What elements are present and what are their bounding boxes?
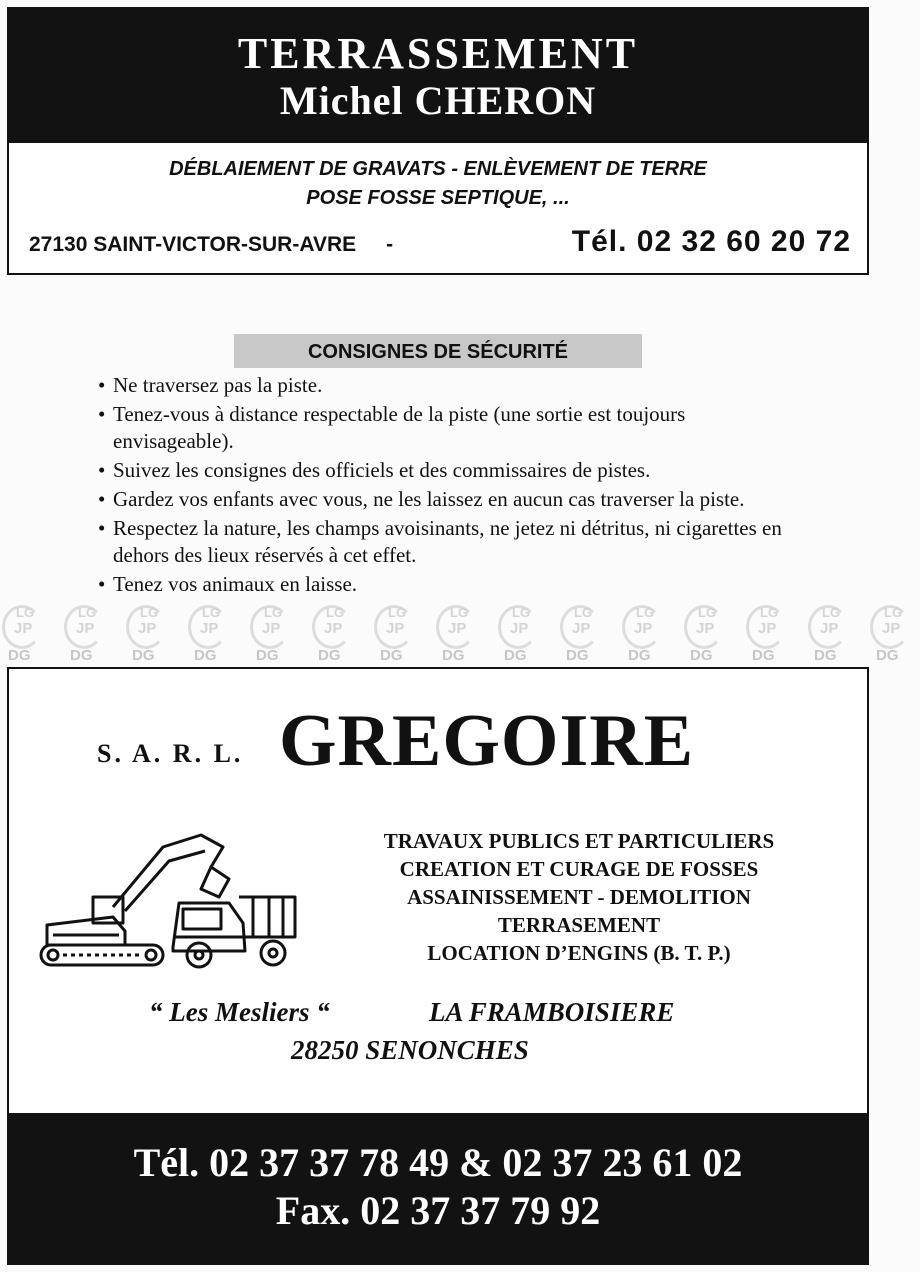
watermark-logo-dg: DG [504, 647, 527, 664]
watermark-logo-jp: JP [76, 620, 95, 637]
gregoire-services [329, 827, 829, 967]
watermark-logo-jp: JP [882, 620, 901, 637]
watermark-logo-jp: JP [448, 620, 467, 637]
watermark-logo [490, 603, 548, 665]
gregoire-legal-form: S. A. R. L. [97, 739, 244, 768]
safety-item: • Tenez-vous à distance respectable de la piste (une sortie est toujours envisageable). [96, 401, 786, 455]
watermark-logo [676, 603, 734, 665]
terrassement-separator: - [386, 233, 394, 256]
watermark-logo-lg: LG [202, 605, 221, 620]
watermark-logo-jp: JP [262, 620, 281, 637]
watermark-logo [738, 603, 796, 665]
watermark-logo-jp: JP [820, 620, 839, 637]
gregoire-brand: GREGOIRE [279, 700, 695, 782]
terrassement-phone: Tél. 02 32 60 20 72 [571, 225, 851, 258]
terrassement-contact-row [29, 225, 851, 259]
watermark-logo-lg: LG [326, 605, 345, 620]
gregoire-fax: Fax. 02 37 37 79 92 [275, 1188, 601, 1233]
terrassement-services-line1: DÉBLAIEMENT DE GRAVATS - ENLÈVEMENT DE TERRE [169, 158, 707, 180]
terrassement-address: 27130 SAINT-VICTOR-SUR-AVRE [29, 233, 357, 256]
watermark-logo-dg: DG [256, 647, 279, 664]
excavator-truck-illustration [33, 827, 303, 977]
watermark-logo-dg: DG [318, 647, 341, 664]
watermark-logo-dg: DG [70, 647, 93, 664]
watermark-logo-lg: LG [264, 605, 283, 620]
watermark-logo-dg: DG [814, 647, 837, 664]
gregoire-ad [7, 667, 869, 1265]
watermark-logo [180, 603, 238, 665]
gregoire-service: TERRASEMENT [497, 913, 661, 937]
watermark-logo-jp: JP [634, 620, 653, 637]
watermark-logo [118, 603, 176, 665]
gregoire-farm: LA FRAMBOISIERE [429, 997, 675, 1027]
watermark-logo-lg: LG [884, 605, 903, 620]
safety-item: • Ne traversez pas la piste. [96, 372, 786, 399]
watermark-logo-dg: DG [132, 647, 155, 664]
watermark-logo-lg: LG [574, 605, 593, 620]
watermark-logo-jp: JP [386, 620, 405, 637]
watermark-logo-lg: LG [78, 605, 97, 620]
gregoire-contact-banner [9, 1113, 867, 1263]
terrassement-banner [9, 9, 867, 143]
watermark-logo-dg: DG [752, 647, 775, 664]
watermark-logo [366, 603, 424, 665]
watermark-logo-lg: LG [512, 605, 531, 620]
watermark-logo-lg: LG [698, 605, 717, 620]
watermark-logo-jp: JP [14, 620, 33, 637]
watermark-logo-lg: LG [760, 605, 779, 620]
watermark-logo-dg: DG [442, 647, 465, 664]
watermark-logo-lg: LG [636, 605, 655, 620]
safety-item: • Suivez les consignes des officiels et des commissaires de pistes. [96, 457, 786, 484]
gregoire-service: ASSAINISSEMENT - DEMOLITION [407, 885, 751, 909]
watermark-logo-lg: LG [822, 605, 841, 620]
watermark-logo-dg: DG [194, 647, 217, 664]
gregoire-locality: “ Les Mesliers “ [149, 997, 330, 1027]
watermark-logo-jp: JP [138, 620, 157, 637]
watermark-logo-lg: LG [388, 605, 407, 620]
safety-title: CONSIGNES DE SÉCURITÉ [234, 334, 642, 368]
watermark-logo-lg: LG [16, 605, 35, 620]
gregoire-service: LOCATION D’ENGINS (B. T. P.) [427, 941, 731, 965]
watermark-logo-jp: JP [758, 620, 777, 637]
gregoire-phone: Tél. 02 37 37 78 49 & 02 37 23 61 02 [133, 1140, 743, 1185]
safety-item: • Tenez vos animaux en laisse. [96, 571, 786, 598]
watermark-logo-lg: LG [450, 605, 469, 620]
terrassement-title: TERRASSEMENT [237, 29, 639, 78]
safety-item: • Respectez la nature, les champs avoisinants, ne jetez ni détritus, ni cigarettes en dehors des lieux réservés à cet effet. [96, 515, 786, 569]
watermark-logo [428, 603, 486, 665]
safety-item: • Gardez vos enfants avec vous, ne les laissez en aucun cas traverser la piste. [96, 486, 786, 513]
watermark-logo-dg: DG [628, 647, 651, 664]
gregoire-service: TRAVAUX PUBLICS ET PARTICULIERS [383, 829, 775, 853]
safety-list [96, 372, 786, 600]
watermark-logo [862, 603, 920, 665]
gregoire-service: CREATION ET CURAGE DE FOSSES [399, 857, 759, 881]
watermark-logo-lg: LG [140, 605, 159, 620]
watermark-logo [614, 603, 672, 665]
watermark-logo-strip [0, 603, 903, 665]
watermark-logo [800, 603, 858, 665]
terrassement-owner: Michel CHERON [279, 78, 597, 123]
watermark-logo-dg: DG [690, 647, 713, 664]
watermark-logo-jp: JP [572, 620, 591, 637]
watermark-logo [0, 603, 52, 665]
watermark-logo-dg: DG [8, 647, 31, 664]
watermark-logo-dg: DG [566, 647, 589, 664]
watermark-logo [552, 603, 610, 665]
terrassement-services-line2: POSE FOSSE SEPTIQUE, ... [306, 187, 570, 209]
watermark-logo-dg: DG [876, 647, 899, 664]
watermark-logo-jp: JP [200, 620, 219, 637]
watermark-logo-jp: JP [324, 620, 343, 637]
gregoire-town: 28250 SENONCHES [291, 1035, 529, 1065]
watermark-logo [242, 603, 300, 665]
terrassement-ad [7, 7, 869, 275]
watermark-logo-dg: DG [380, 647, 403, 664]
watermark-logo [304, 603, 362, 665]
watermark-logo-jp: JP [696, 620, 715, 637]
watermark-logo [56, 603, 114, 665]
watermark-logo-jp: JP [510, 620, 529, 637]
